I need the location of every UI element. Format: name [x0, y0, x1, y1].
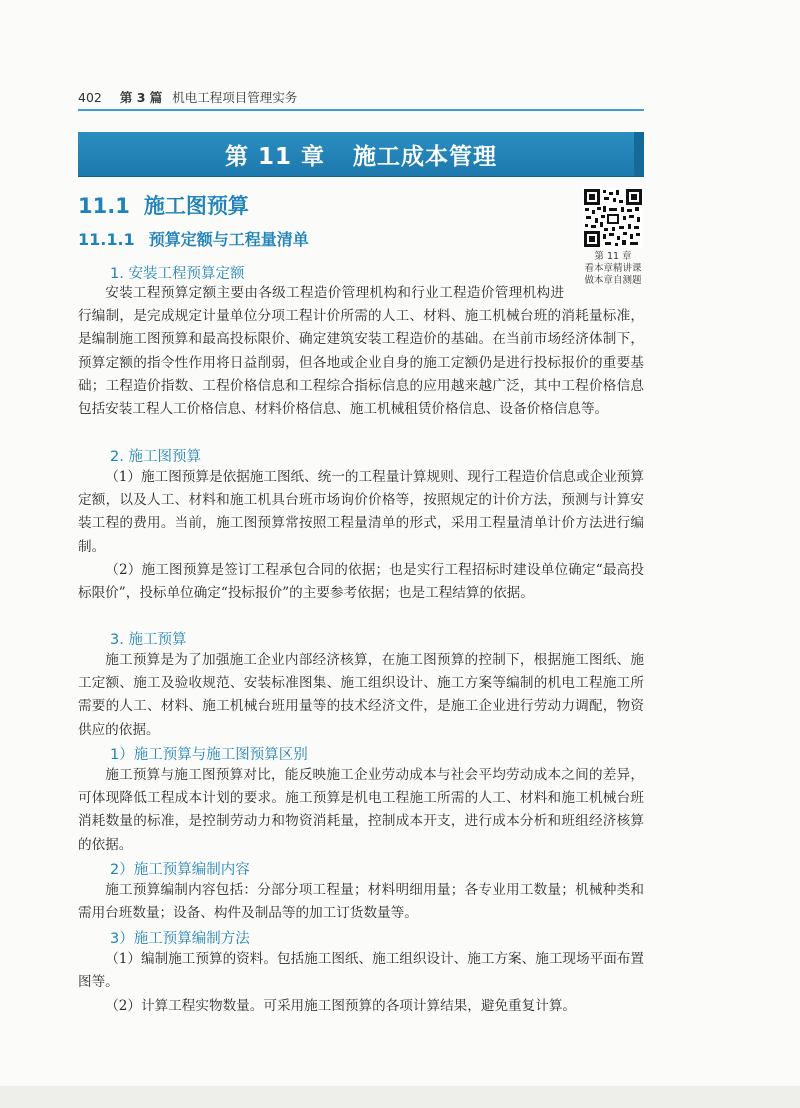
header-rule [78, 109, 644, 111]
part-label: 第 3 篇 [119, 90, 163, 105]
item-heading-4: 1）施工预算与施工图预算区别 [110, 747, 308, 763]
paragraph-8: （2）计算工程实物数量。可采用施工图预算的各项计算结果，避免重复计算。 [105, 998, 577, 1014]
wrap-spacer [564, 282, 644, 302]
banner-tail [634, 132, 644, 176]
section-heading [78, 190, 249, 220]
paragraph-4: 施工预算是为了加强施工企业内部经济核算，在施工图预算的控制下，根据施工图纸、施工定额、施工及验收规范、安装标准图集、施工组织设计、施工方案等编制的机电工程施工所需要的人工、材料、施工机械台班用量等的技术经济文件，是施工企业进行劳动力调配，物资供应的依据。 [78, 652, 644, 738]
qr-code-icon [583, 188, 643, 248]
item-heading-5: 2）施工预算编制内容 [110, 862, 250, 878]
item-heading-6: 3）施工预算编制方法 [110, 931, 250, 947]
section-title: 施工图预算 [143, 194, 249, 218]
item-heading-3: 3. 施工预算 [110, 632, 187, 648]
chapter-banner [78, 132, 644, 176]
subsection-heading [78, 227, 309, 250]
paragraph-6: 施工预算编制内容包括：分部分项工程量；材料明细用量；各专业用工数量；机械种类和需用台班数量；设备、构件及制品等的加工订货数量等。 [78, 882, 644, 922]
paragraph-3: （2）施工图预算是签订工程承包合同的依据；也是实行工程招标时建设单位确定“最高投标限价”，投标单位确定“投标报价”的主要参考依据；也是工程结算的依据。 [78, 562, 644, 602]
part-title: 机电工程项目管理实务 [172, 90, 298, 105]
scan-bottom-strip [0, 1086, 800, 1108]
qr-caption-line: 看本章精讲课 [584, 263, 642, 274]
paragraph-7: （1）编制施工预算的资料。包括施工图纸、施工组织设计、施工方案、施工现场平面布置图等。 [78, 951, 644, 991]
qr-caption-line: 做本章自测题 [584, 275, 642, 286]
chapter-number: 第 11 章 [224, 143, 326, 170]
running-header [78, 87, 644, 107]
section-number: 11.1 [78, 194, 130, 218]
qr-caption-line: 第 11 章 [594, 251, 632, 262]
subsection-title: 预算定额与工程量清单 [148, 230, 309, 249]
paragraph-2: （1）施工图预算是依据施工图纸、统一的工程量计算规则、现行工程造价信息或企业预算定额，以及人工、材料和施工机具台班市场询价价格等，按照规定的计价方法，预测与计算安装工程的费用。当前，施工图预算常按照工程量清单的形式，采用工程量清单计价方法进行编制。 [78, 469, 644, 555]
item-heading-1: 1. 安装工程预算定额 [110, 266, 245, 282]
subsection-number: 11.1.1 [78, 230, 135, 249]
qr-code[interactable] [583, 188, 643, 248]
paragraph-5: 施工预算与施工图预算对比，能反映施工企业劳动成本与社会平均劳动成本之间的差异，可体现降低工程成本计划的要求。施工预算是机电工程施工所需的人工、材料和施工机械台班消耗数量的标准，是控制劳动力和物资消耗量，控制成本开支，进行成本分析和班组经济核算的依据。 [78, 767, 644, 853]
item-heading-2: 2. 施工图预算 [110, 449, 201, 465]
chapter-title: 施工成本管理 [353, 143, 498, 170]
page-number: 402 [78, 89, 102, 105]
paragraph-1: 安装工程预算定额主要由各级工程造价管理机构和行业工程造价管理机构进行编制，是完成规定计量单位分项工程计价所需的人工、材料、施工机械台班的消耗量标准，是编制施工图预算和最高投标限价、确定建筑安装工程造价的基础。在当前市场经济体制下，预算定额的指令性作用将日益削弱，但各地或企业自身的施工定额仍是进行投标报价的重要基础；工程造价指数、工程价格信息和工程综合指标信息的应用越来越广泛，其中工程价格信息包括安装工程人工价格信息、材料价格信息、施工机械租赁价格信息、设备价格信息等。 [78, 282, 644, 421]
